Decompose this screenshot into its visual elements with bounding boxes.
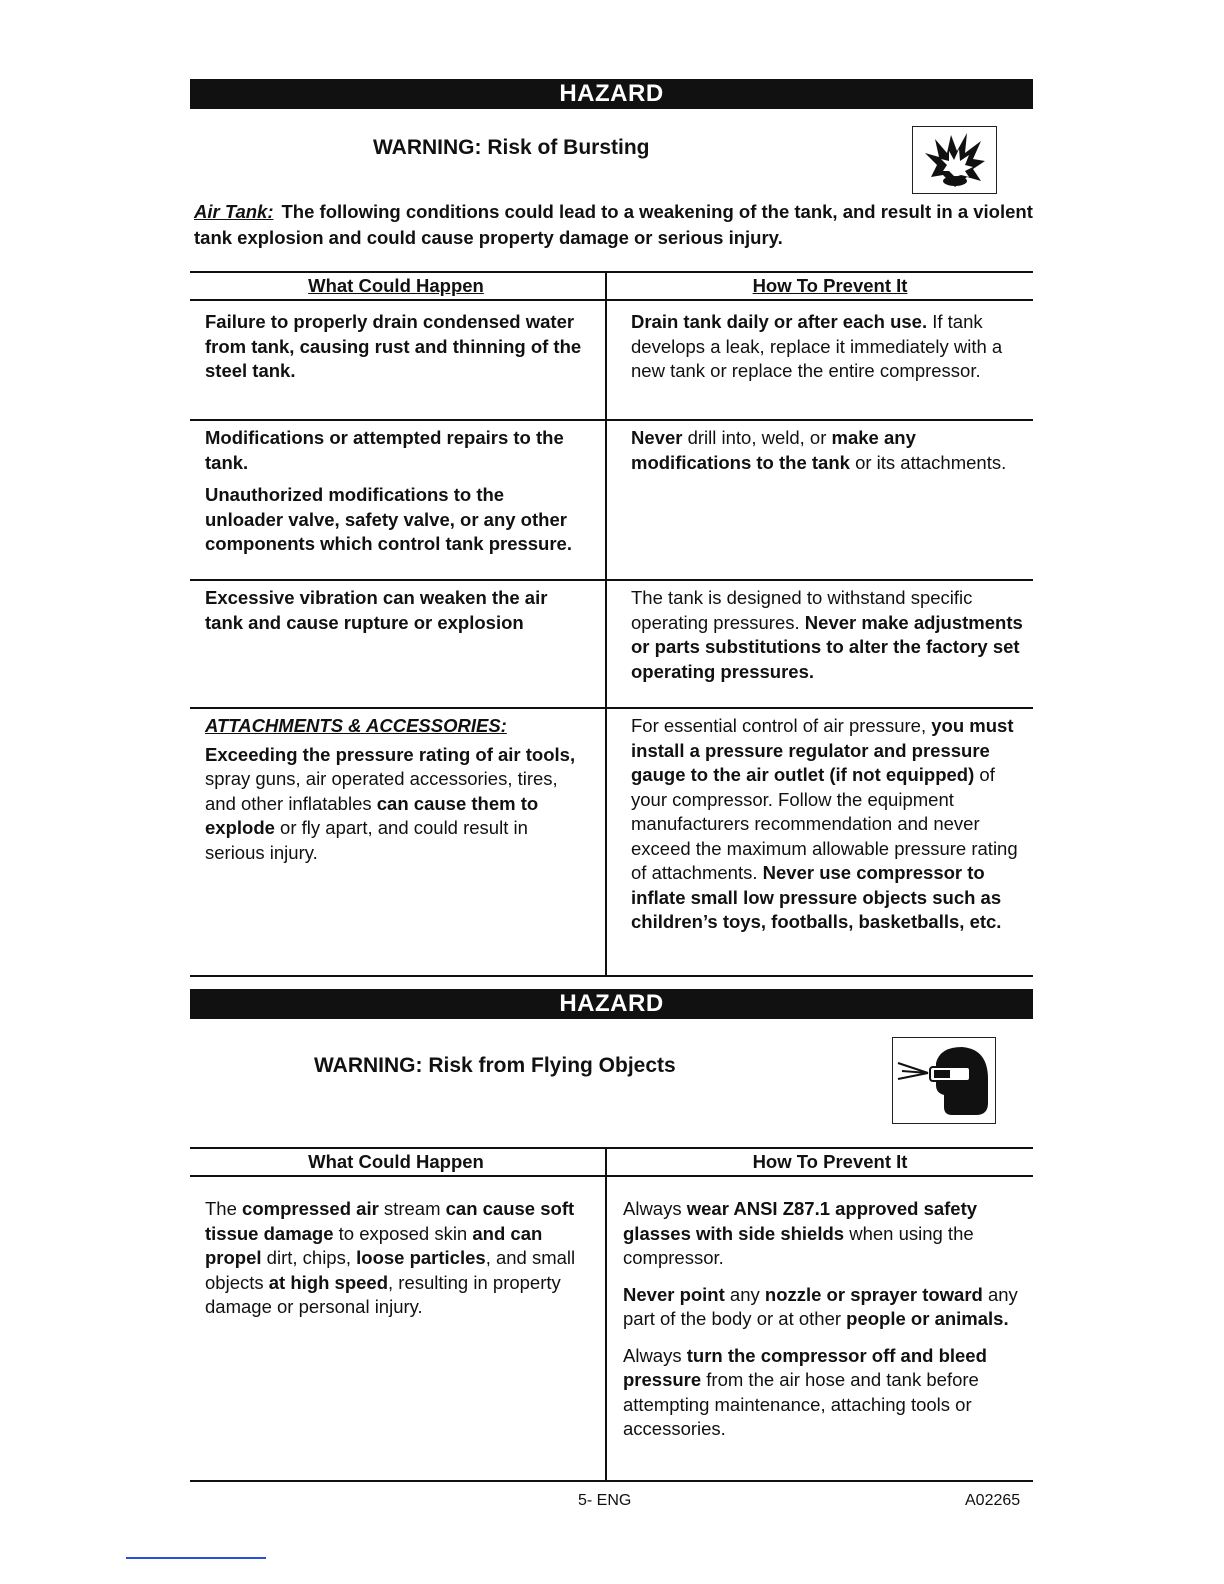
row3-hazard: Excessive vibration can weaken the air tank and cause rupture or explosion bbox=[190, 580, 606, 708]
col-header-how-to-prevent-2: How To Prevent It bbox=[606, 1148, 1033, 1176]
col-header-what-could-happen-2: What Could Happen bbox=[190, 1148, 606, 1176]
intro-text: The following conditions could lead to a weakening of the tank, and result in a violent tank explosion and could cause property damage or serious injury. bbox=[194, 201, 1033, 248]
document-code: A02265 bbox=[965, 1492, 1021, 1509]
flying-prevention-text: Always wear ANSI Z87.1 approved safety glasses with side shields when using the compressor. Never point any nozzle or sprayer toward any part of the body or at other people or animals. Always turn the compressor off and bleed pressure from the air hose and tank before attempting maintenance, attaching tools or accessories. bbox=[606, 1176, 1033, 1481]
flying-hazard-text: The compressed air stream can cause soft tissue damage to exposed skin and can propel dirt, chips, loose particles, and small objects at high speed, resulting in property damage or personal injury. bbox=[190, 1176, 606, 1481]
row1-prevention: Drain tank daily or after each use. If tank develops a leak, replace it immediately with a new tank or replace the entire compressor. bbox=[606, 300, 1033, 420]
hazard-banner-1: HAZARD bbox=[190, 79, 1033, 109]
bursting-hazard-table bbox=[190, 271, 1033, 977]
warning-title-bursting: WARNING: Risk of Bursting bbox=[373, 136, 650, 159]
table-row bbox=[190, 300, 1033, 420]
row1-hazard: Failure to properly drain condensed water from tank, causing rust and thinning of the steel tank. bbox=[190, 300, 606, 420]
hazard-banner-2: HAZARD bbox=[190, 989, 1033, 1019]
row4-prevention: For essential control of air pressure, you must install a pressure regulator and pressure gauge to the air outlet (if not equipped) of your compressor. Follow the equipment manufacturers recommendation and never exceed the maximum allowable pressure rating of attachments. Never use compressor to inflate small low pressure objects such as children’s toys, footballs, basketballs, etc. bbox=[606, 708, 1033, 976]
row4-hazard: ATTACHMENTS & ACCESSORIES: Exceeding the pressure rating of air tools, spray guns, air operated accessories, tires, and other inflatables can cause them to explode or fly apart, and could result in serious injury. bbox=[190, 708, 606, 976]
table-row bbox=[190, 708, 1033, 976]
explosion-icon bbox=[923, 131, 987, 189]
warning-title-flying-objects: WARNING: Risk from Flying Objects bbox=[314, 1054, 676, 1077]
row2-prevention: Never drill into, weld, or make any modifications to the tank or its attachments. bbox=[606, 420, 1033, 580]
explosion-icon-box bbox=[912, 126, 997, 194]
row3-prevention: The tank is designed to withstand specific operating pressures. Never make adjustments or parts substitutions to alter the factory set operating pressures. bbox=[606, 580, 1033, 708]
table-row bbox=[190, 420, 1033, 580]
bottom-link-underline bbox=[126, 1557, 266, 1559]
intro-lead: Air Tank: bbox=[194, 201, 274, 222]
air-tank-intro bbox=[194, 199, 1034, 251]
goggles-icon-box bbox=[892, 1037, 996, 1124]
flying-objects-hazard-table bbox=[190, 1147, 1033, 1482]
table-row bbox=[190, 580, 1033, 708]
attachments-heading: ATTACHMENTS & ACCESSORIES: bbox=[205, 715, 507, 736]
col-header-how-to-prevent: How To Prevent It bbox=[606, 272, 1033, 300]
page-number: 5- ENG bbox=[578, 1492, 632, 1509]
table-row bbox=[190, 1176, 1033, 1481]
row2-hazard: Modifications or attempted repairs to the tank. Unauthorized modifications to the unloader valve, safety valve, or any other components which control tank pressure. bbox=[190, 420, 606, 580]
col-header-what-could-happen: What Could Happen bbox=[190, 272, 606, 300]
safety-goggles-head-icon bbox=[896, 1043, 992, 1119]
